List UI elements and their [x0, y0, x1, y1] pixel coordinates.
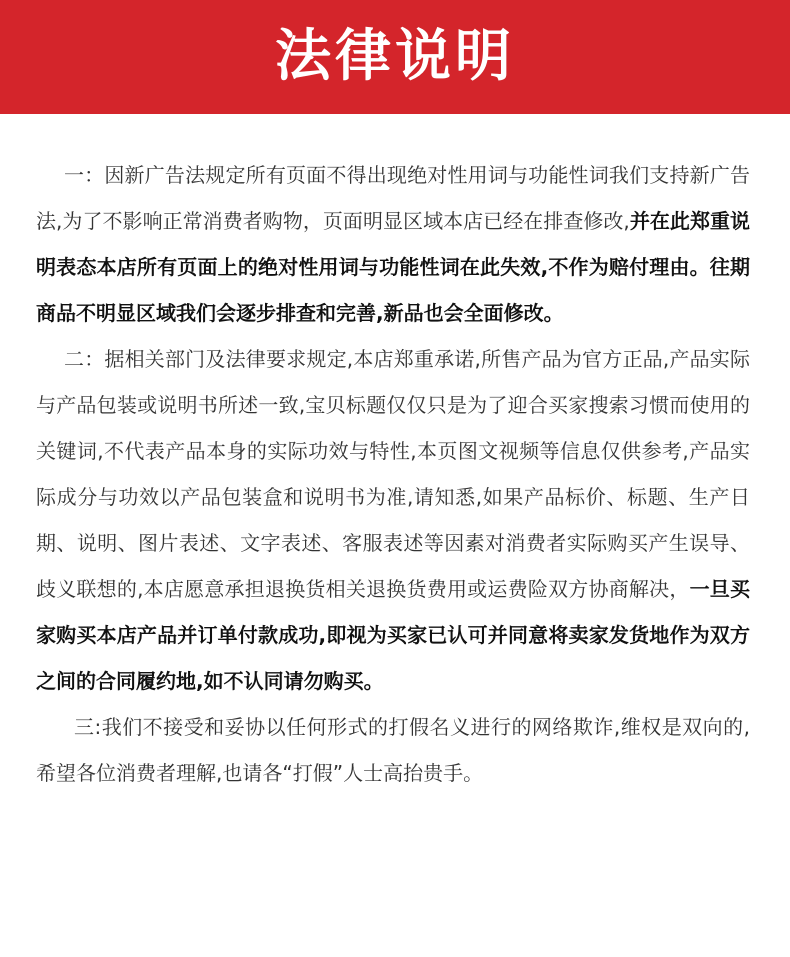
section-two-text: 二：据相关部门及法律要求规定,本店郑重承诺,所售产品为官方正品,产品实际与产品包装或说明书所述一致,宝贝标题仅仅只是为了迎合买家搜索习惯而使用的关键词,不代表产品本身的实际功效与特性,本页图文视频等信息仅供参考,产品实际成分与功效以产品包装盒和说明书为准,请知悉,如果产品标价、标题、生产日期、说明、图片表述、文字表述、客服表述等因素对消费者实际购买产生误导、歧义联想的,本店愿意承担退换货相关退换货费用或运费险双方协商解决， — [36, 347, 750, 601]
notice-body — [36, 152, 750, 796]
section-two-bold-text: 一旦买家购买本店产品并订单付款成功,即视为买家已认可并同意将卖家发货地作为双方之间的合同履约地,如不认同请勿购买。 — [36, 577, 750, 693]
section-three — [36, 704, 750, 796]
header-banner — [0, 0, 790, 114]
section-one-bold-text: 并在此郑重说明表态本店所有页面上的绝对性用词与功能性词在此失效,不作为赔付理由。往期商品不明显区域我们会逐步排查和完善,新品也会全面修改。 — [36, 209, 751, 325]
section-one — [36, 152, 750, 336]
section-two — [36, 336, 750, 704]
section-three-text: 三:我们不接受和妥协以任何形式的打假名义进行的网络欺诈,维权是双向的,希望各位消费者理解,也请各“打假”人士高抬贵手。 — [36, 715, 750, 785]
page-title: 法律说明 — [275, 24, 515, 89]
section-one-text: 一：因新广告法规定所有页面不得出现绝对性用词与功能性词我们支持新广告法,为了不影响正常消费者购物，页面明显区域本店已经在排查修改, — [36, 163, 750, 233]
